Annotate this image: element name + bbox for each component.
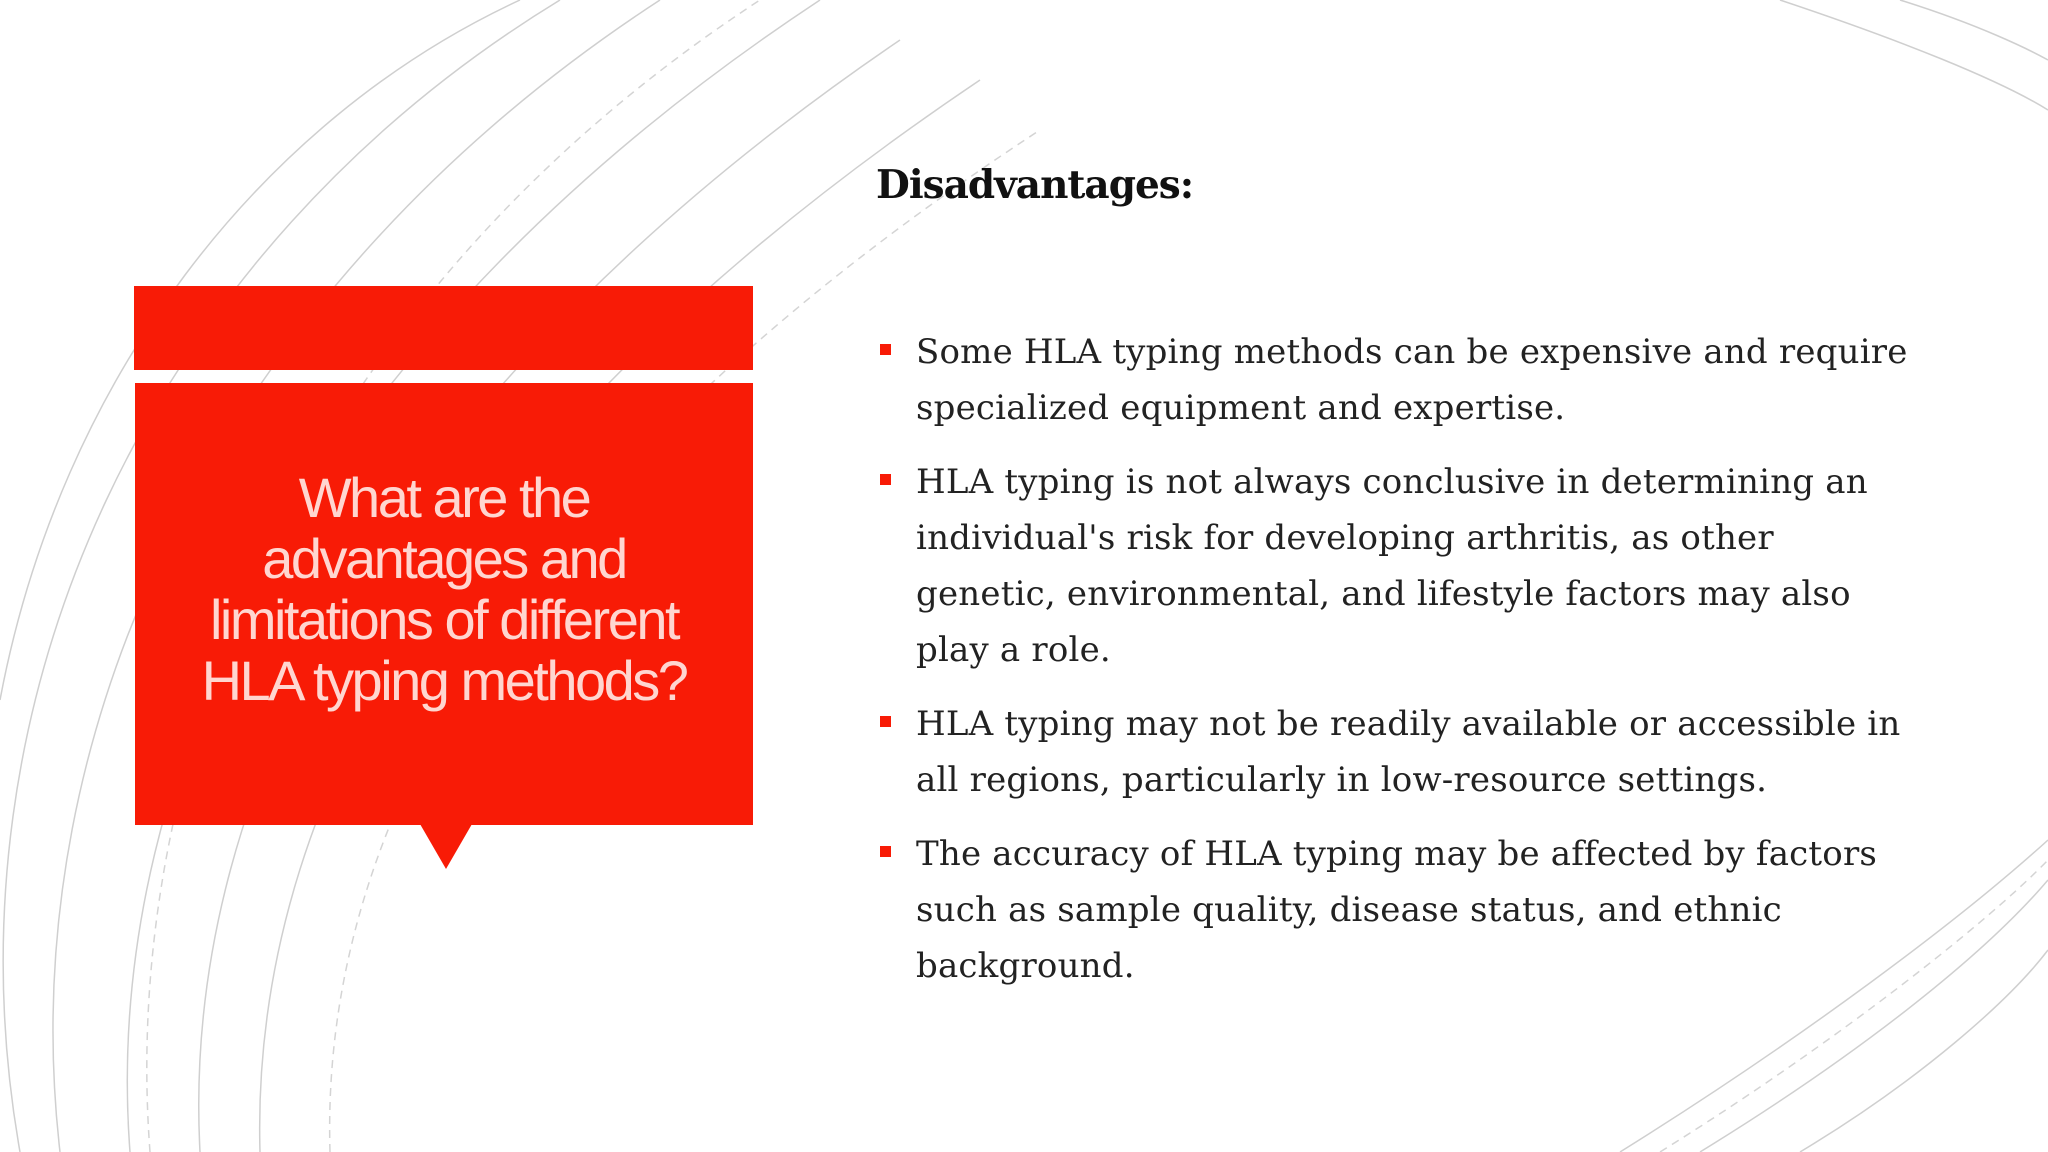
square-bullet-icon bbox=[880, 474, 891, 485]
bullet-text: HLA typing is not always conclusive in determining an individual's risk for developing arthritis, as other genetic, environmental, and lifestyle factors may also play a role. bbox=[916, 462, 1868, 670]
square-bullet-icon bbox=[880, 344, 891, 355]
bullet-list bbox=[876, 324, 1916, 1012]
section-heading: Disadvantages: bbox=[876, 162, 1194, 208]
arc-line bbox=[1780, 0, 2048, 110]
question-callout bbox=[135, 383, 753, 825]
bullet-text: HLA typing may not be readily available or accessible in all regions, particularly in low-resource settings. bbox=[916, 704, 1901, 800]
list-item bbox=[876, 324, 1916, 436]
list-item bbox=[876, 826, 1916, 994]
callout-pointer bbox=[420, 824, 472, 869]
square-bullet-icon bbox=[880, 846, 891, 857]
bullet-text: The accuracy of HLA typing may be affected by factors such as sample quality, disease status, and ethnic background. bbox=[916, 834, 1878, 986]
bullet-text: Some HLA typing methods can be expensive and require specialized equipment and expertise. bbox=[916, 332, 1908, 428]
callout-title: What are the advantages and limitations of different HLA typing methods? bbox=[201, 466, 687, 712]
list-item bbox=[876, 696, 1916, 808]
list-item bbox=[876, 454, 1916, 678]
square-bullet-icon bbox=[880, 716, 891, 727]
callout-top-bar bbox=[134, 286, 753, 370]
